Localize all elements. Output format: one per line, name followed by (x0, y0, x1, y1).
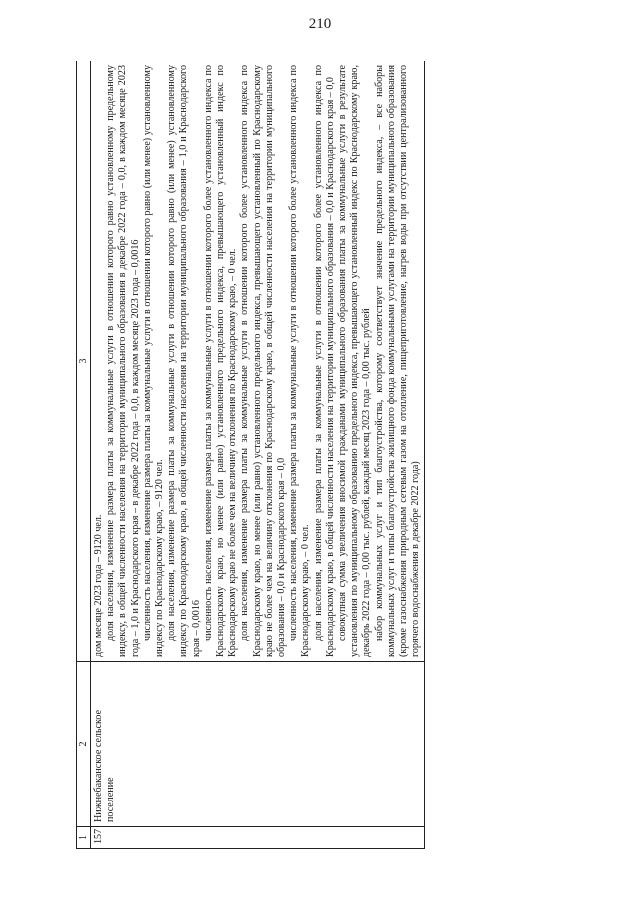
indicators-cell (91, 61, 425, 662)
indicator-paragraph: численность населения, изменение размера платы за коммунальные услуги в отношении которого равно (или менее) установленному индексу по Краснодарскому краю, – 9120 чел. (141, 65, 166, 657)
table-area (76, 61, 560, 849)
indicator-paragraph: доля населения, изменение размера платы за коммунальные услуги в отношении которого равно (или менее) установленному индексу по Краснодарскому краю, в общей численности населения на территории муниципального образования – 1,0 и Краснодарского края – 0,0016 (166, 65, 202, 657)
indicator-paragraph: численность населения, изменение размера платы за коммунальные услуги в отношении которого более установленного индекса по Краснодарскому краю, но менее (или равно) установленного предельного индекса, превышающего установленный индекс по Краснодарскому краю не более чем на величину отклонения по Краснодарскому краю, – 0 чел. (202, 65, 239, 657)
indicator-paragraph: доля населения, изменение размера платы за коммунальные услуги в отношении которого равно установленному предельному индексу, в общей численности населения на территории муниципального образования в декабре 2022 года – 0,0, в каждом месяце 2023 года – 1,0 и Краснодарского края – в декабре 2022 года – 0,0, в каждом месяце 2023 года – 0,0016 (105, 65, 141, 657)
indicators-text (93, 65, 422, 657)
indicator-paragraph: доля населения, изменение размера платы за коммунальные услуги в отношении которого более установленного индекса по Краснодарскому краю, в общей численности населения на территории муниципального образования – 0,0 и Краснодарского края – 0,0 (312, 65, 336, 657)
table-header-row (77, 61, 91, 849)
indicator-paragraph: набор коммунальных услуг и тип благоустройства, которому соответствует значение предельного индекса, – все наборы коммунальных услуг и типы благоустройства жилищного фонда коммунальными услугами на территории муниципального образования (кроме газоснабжения природным сетевым газом на отопление, пищеприготовление, нагрев воды при отсутствии централизованного горячего водоснабжения в декабре 2022 года) (373, 65, 422, 657)
indicator-paragraph: совокупная сумма увеличения вносимой гражданами муниципального образования платы за коммунальные услуги в результате установления по муниципальному образованию предельного индекса, превышающего установленный индекс по Краснодарскому краю, декабрь 2022 года – 0,00 тыс. рублей, каждый месяц 2023 года – 0,00 тыс. рублей (337, 65, 373, 657)
column-header-1: 1 (77, 827, 91, 849)
row-number-cell: 157 (91, 827, 425, 849)
indicator-paragraph: численность населения, изменение размера платы за коммунальные услуги в отношении которого более установленного индекса по Краснодарскому краю, – 0 чел. (288, 65, 312, 657)
column-header-3: 3 (77, 61, 91, 662)
page-number: 210 (308, 16, 332, 32)
column-header-2: 2 (77, 662, 91, 827)
data-table (76, 61, 425, 849)
settlement-name-cell: Нижнебаканское сельское поселение (91, 662, 425, 827)
indicator-paragraph: доля населения, изменение размера платы за коммунальные услуги в отношении которого более установленного индекса по Краснодарскому краю, но менее (или равно) установленного предельного индекса, превышающего установленный по Краснодарскому краю не более чем на величину отклонения по Краснодарскому краю, в общей численности населения на территории муниципального образования – 0,0 и Краснодарского края – 0,0 (239, 65, 288, 657)
indicator-paragraph: дом месяце 2023 года – 9120 чел. (93, 514, 104, 657)
table-row (91, 61, 425, 849)
rotated-table-container (76, 61, 560, 849)
